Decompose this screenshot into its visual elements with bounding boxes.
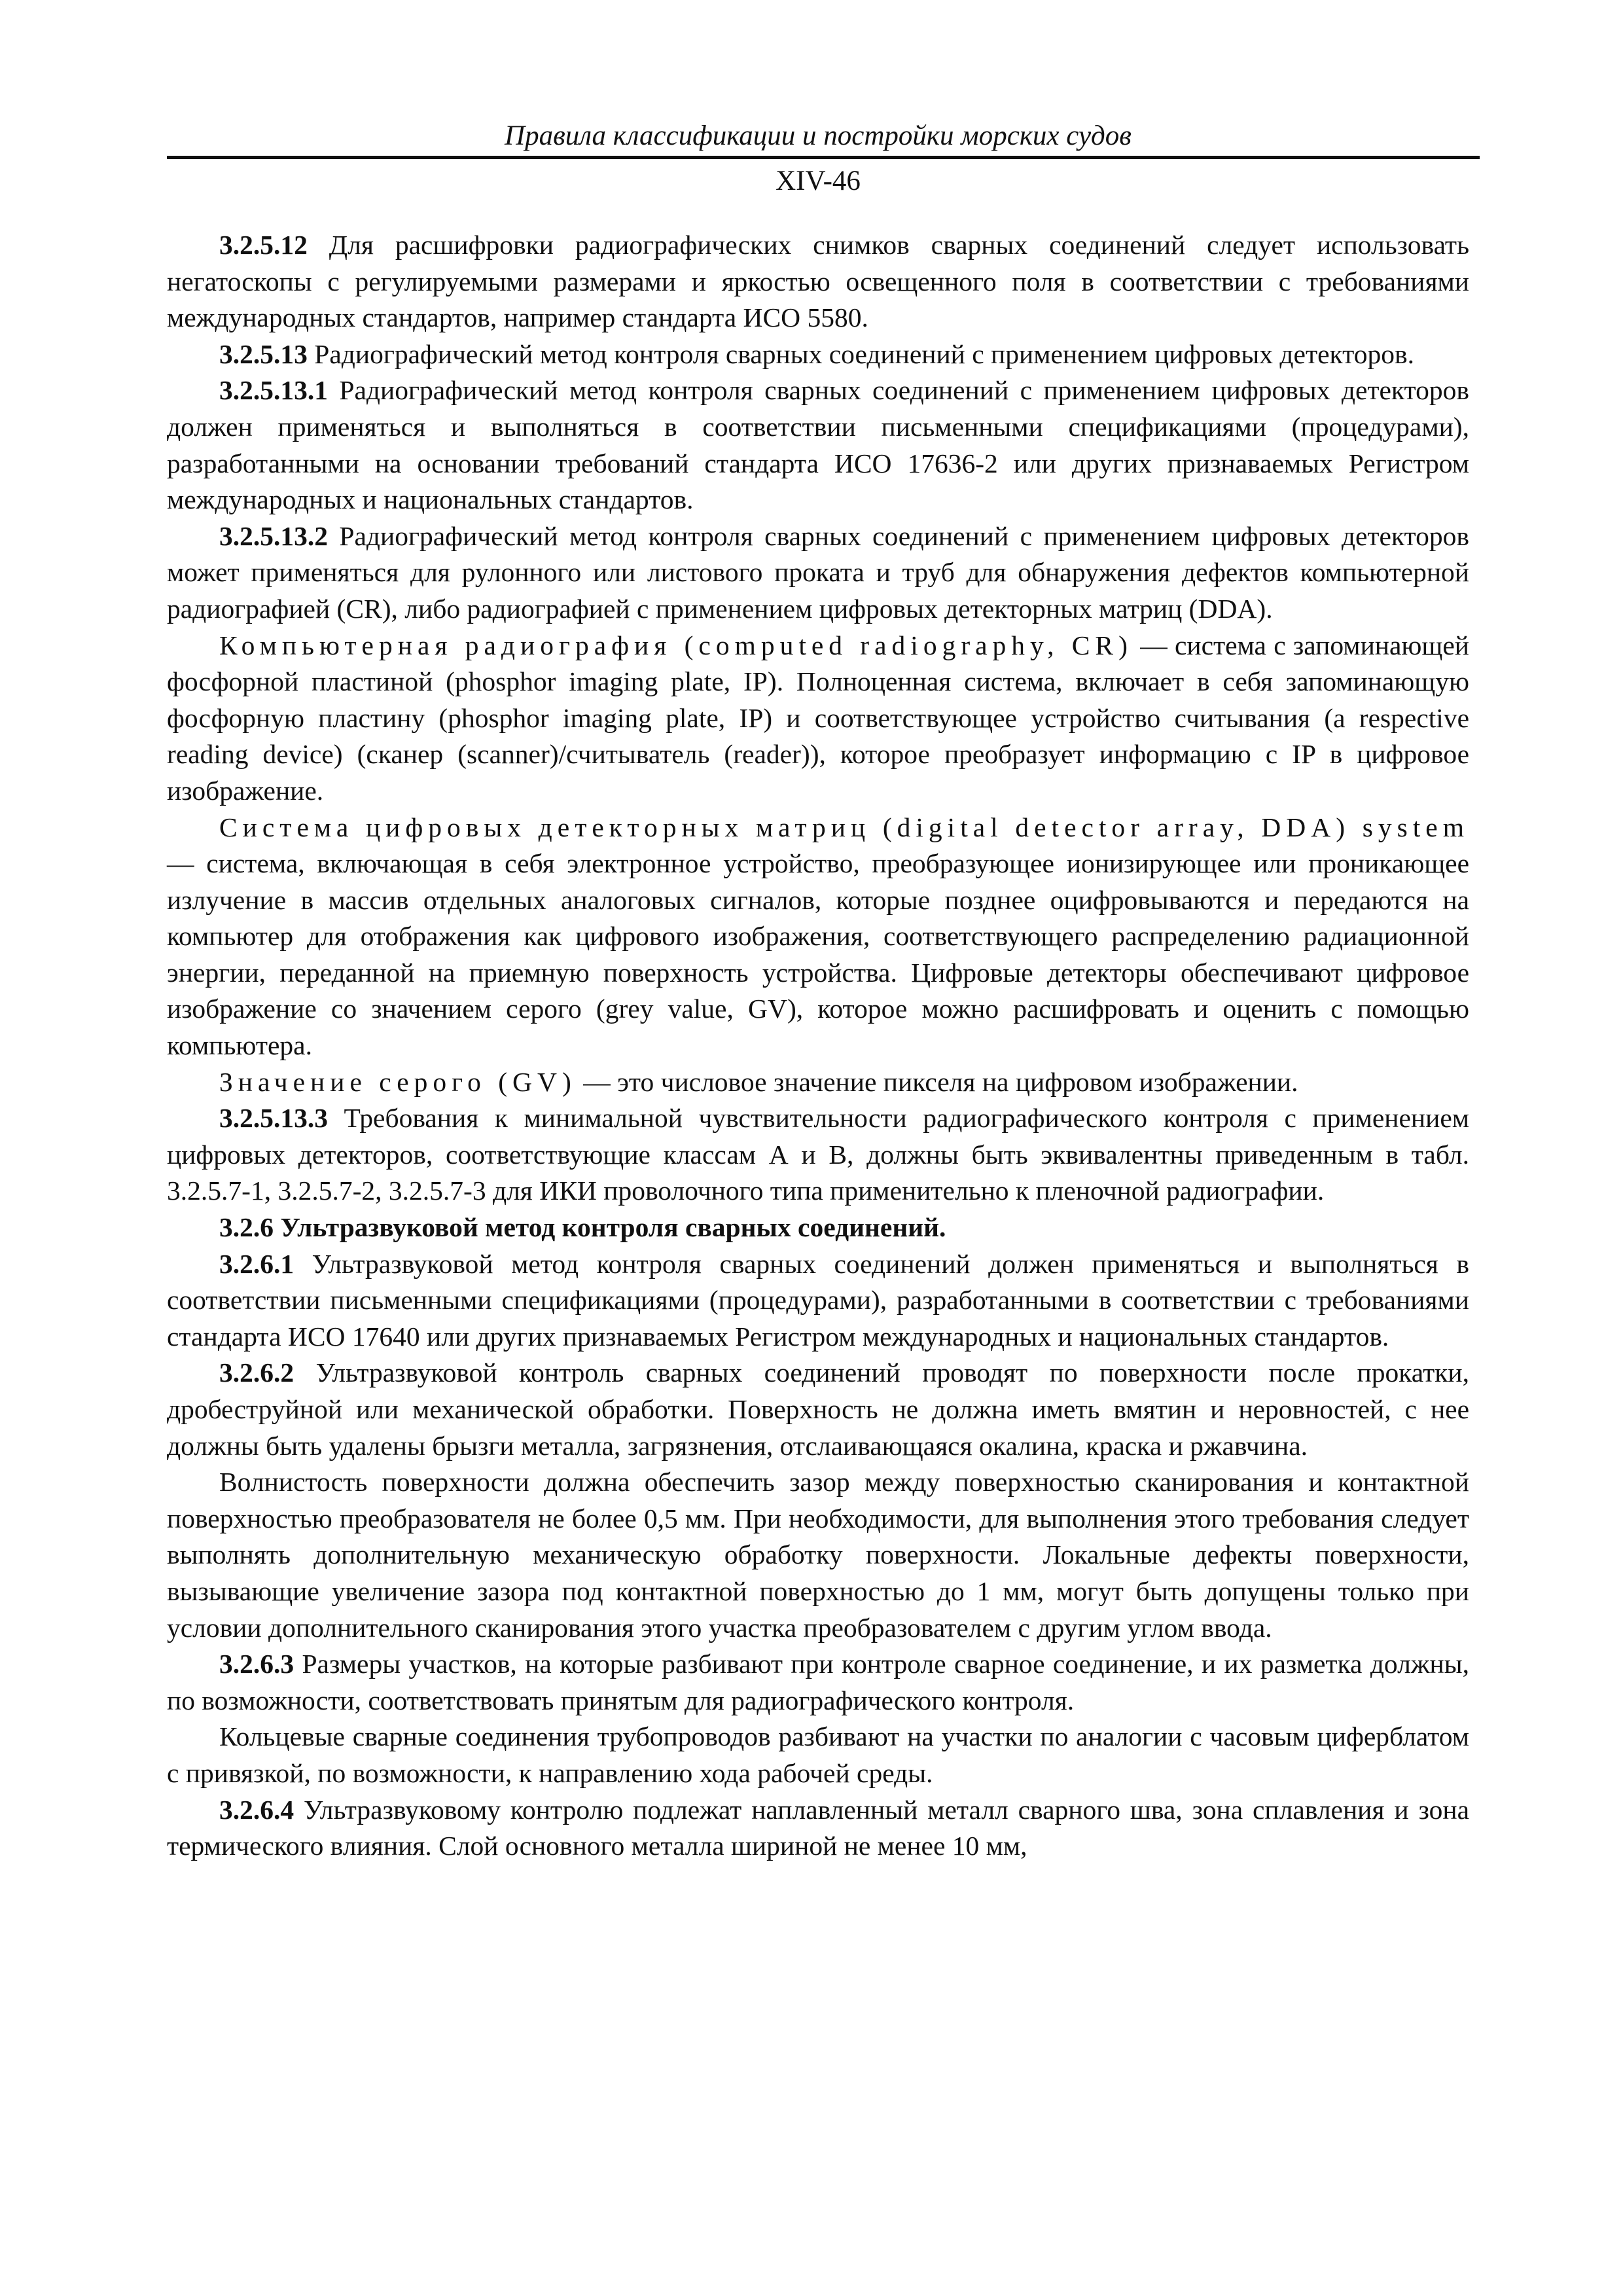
definition-text: — система с запоминающей фосфорной пластиной (phosphor imaging plate, IP). Полноценная система, включает в себя запоминающую фосфорную пластину (phosphor imaging plate, IP) и соответствующее устройство считывания (a respective reading device) (сканер (scanner)/считыватель (reader)), которое преобразует информацию с IP в цифровое изображение. [167,630,1469,806]
paragraph-text: Для расшифровки радиографических снимков сварных соединений следует использовать негатоскопы с регулируемыми размерами и яркостью освещенного поля в соответствии с требованиями международных стандартов, например стандарта ИСО 5580. [167,230,1469,333]
section-heading: 3.2.6 Ультразвуковой метод контроля сварных соединений. [219,1212,946,1243]
paragraph-3-2-5-12 [167,227,1469,336]
paragraph-text: Ультразвуковому контролю подлежат наплавленный металл сварного шва, зона сплавления и зона термического влияния. Слой основного металла шириной не менее 10 мм, [167,1794,1469,1861]
paragraph-3-2-5-13 [167,336,1469,373]
clause-number: 3.2.6.3 [219,1649,294,1679]
definition-computed-radiography [167,628,1469,810]
paragraph-surface-waviness [167,1464,1469,1646]
definition-digital-detector-array [167,810,1469,1064]
clause-number: 3.2.5.12 [219,230,308,260]
paragraph-3-2-6-3 [167,1646,1469,1719]
document-page [167,118,1469,1865]
defined-term: Компьютерная радиография (computed radiography, CR) [219,630,1133,660]
page-number: XIV-46 [776,166,861,196]
defined-term: Значение серого (GV) [219,1066,577,1097]
clause-number: 3.2.6.1 [219,1248,294,1279]
paragraph-text: Радиографический метод контроля сварных соединений с применением цифровых детекторов должен применяться и выполняться в соответствии письменными спецификациями (процедурами), разработанными на основании требований стандарта ИСО 17636-2 или других признаваемых Регистром международных и национальных стандартов. [167,375,1469,515]
paragraph-text: Кольцевые сварные соединения трубопроводов разбивают на участки по аналогии с часовым циферблатом с привязкой, по возможности, к направлению хода рабочей среды. [167,1721,1469,1788]
header-rule [167,156,1480,159]
paragraph-text: Радиографический метод контроля сварных соединений с применением цифровых детекторов может применяться для рулонного или листового проката и труб для обнаружения дефектов компьютерной радиографией (CR), либо радиографией с применением цифровых детекторных матриц (DDA). [167,520,1469,624]
paragraph-text: Размеры участков, на которые разбивают при контроле сварное соединение, и их разметка должны, по возможности, соответствовать принятым для радиографического контроля. [167,1649,1469,1715]
running-title: Правила классификации и постройки морских судов [505,120,1132,151]
paragraph-3-2-6-4 [167,1792,1469,1865]
paragraph-text: Волнистость поверхности должна обеспечить зазор между поверхностью сканирования и контактной поверхностью преобразователя не более 0,5 мм. При необходимости, для выполнения этого требования следует выполнять дополнительную механическую обработку поверхности. Локальные дефекты поверхности, вызывающие увеличение зазора под контактной поверхностью до 1 мм, могут быть допущены только при условии дополнительного сканирования этого участка преобразователем с другим углом ввода. [167,1467,1469,1643]
clause-number: 3.2.5.13.1 [219,375,328,406]
clause-number: 3.2.5.13.2 [219,520,328,551]
section-heading-3-2-6 [167,1210,1469,1246]
paragraph-3-2-5-13-3 [167,1100,1469,1210]
clause-number: 3.2.5.13.3 [219,1103,328,1134]
defined-term: Система цифровых детекторных матриц (digital detector array, DDA) system [219,812,1469,842]
paragraph-3-2-5-13-2 [167,518,1469,628]
paragraph-3-2-6-1 [167,1246,1469,1355]
clause-number: 3.2.5.13 [219,338,308,369]
paragraph-circular-welds [167,1719,1469,1791]
definition-text: — это числовое значение пикселя на цифровом изображении. [576,1066,1298,1097]
paragraph-text: Требования к минимальной чувствительности радиографического контроля с применением цифровых детекторов, соответствующие классам А и В, должны быть эквивалентны приведенным в табл. 3.2.5.7-1, 3.2.5.7-2, 3.2.5.7-3 для ИКИ проволочного типа применительно к пленочной радиографии. [167,1103,1469,1206]
paragraph-3-2-5-13-1 [167,372,1469,518]
paragraph-text: Радиографический метод контроля сварных соединений с применением цифровых детекторов. [307,338,1414,369]
clause-number: 3.2.6.4 [219,1794,294,1825]
clause-number: 3.2.6.2 [219,1357,294,1388]
definition-text: — система, включающая в себя электронное устройство, преобразующее ионизирующее или проникающее излучение в массив отдельных аналоговых сигналов, которые позднее оцифровываются и передаются на компьютер для отображения как цифрового изображения, соответствующего распределению радиационной энергии, переданной на приемную поверхность устройства. Цифровые детекторы обеспечивают цифровое изображение со значением серого (grey value, GV), которое можно расшифровать и оценить с помощью компьютера. [167,848,1469,1061]
definition-grey-value [167,1064,1469,1101]
paragraph-3-2-6-2 [167,1355,1469,1464]
body-text [167,227,1469,1865]
paragraph-text: Ультразвуковой контроль сварных соединений проводят по поверхности после прокатки, дробеструйной или механической обработки. Поверхность не должна иметь вмятин и неровностей, с нее должны быть удалены брызги металла, загрязнения, отслаивающаяся окалина, краска и ржавчина. [167,1357,1469,1461]
paragraph-text: Ультразвуковой метод контроля сварных соединений должен применяться и выполняться в соответствии письменными спецификациями (процедурами), разработанными в соответствии с требованиями стандарта ИСО 17640 или других признаваемых Регистром международных и национальных стандартов. [167,1248,1469,1352]
